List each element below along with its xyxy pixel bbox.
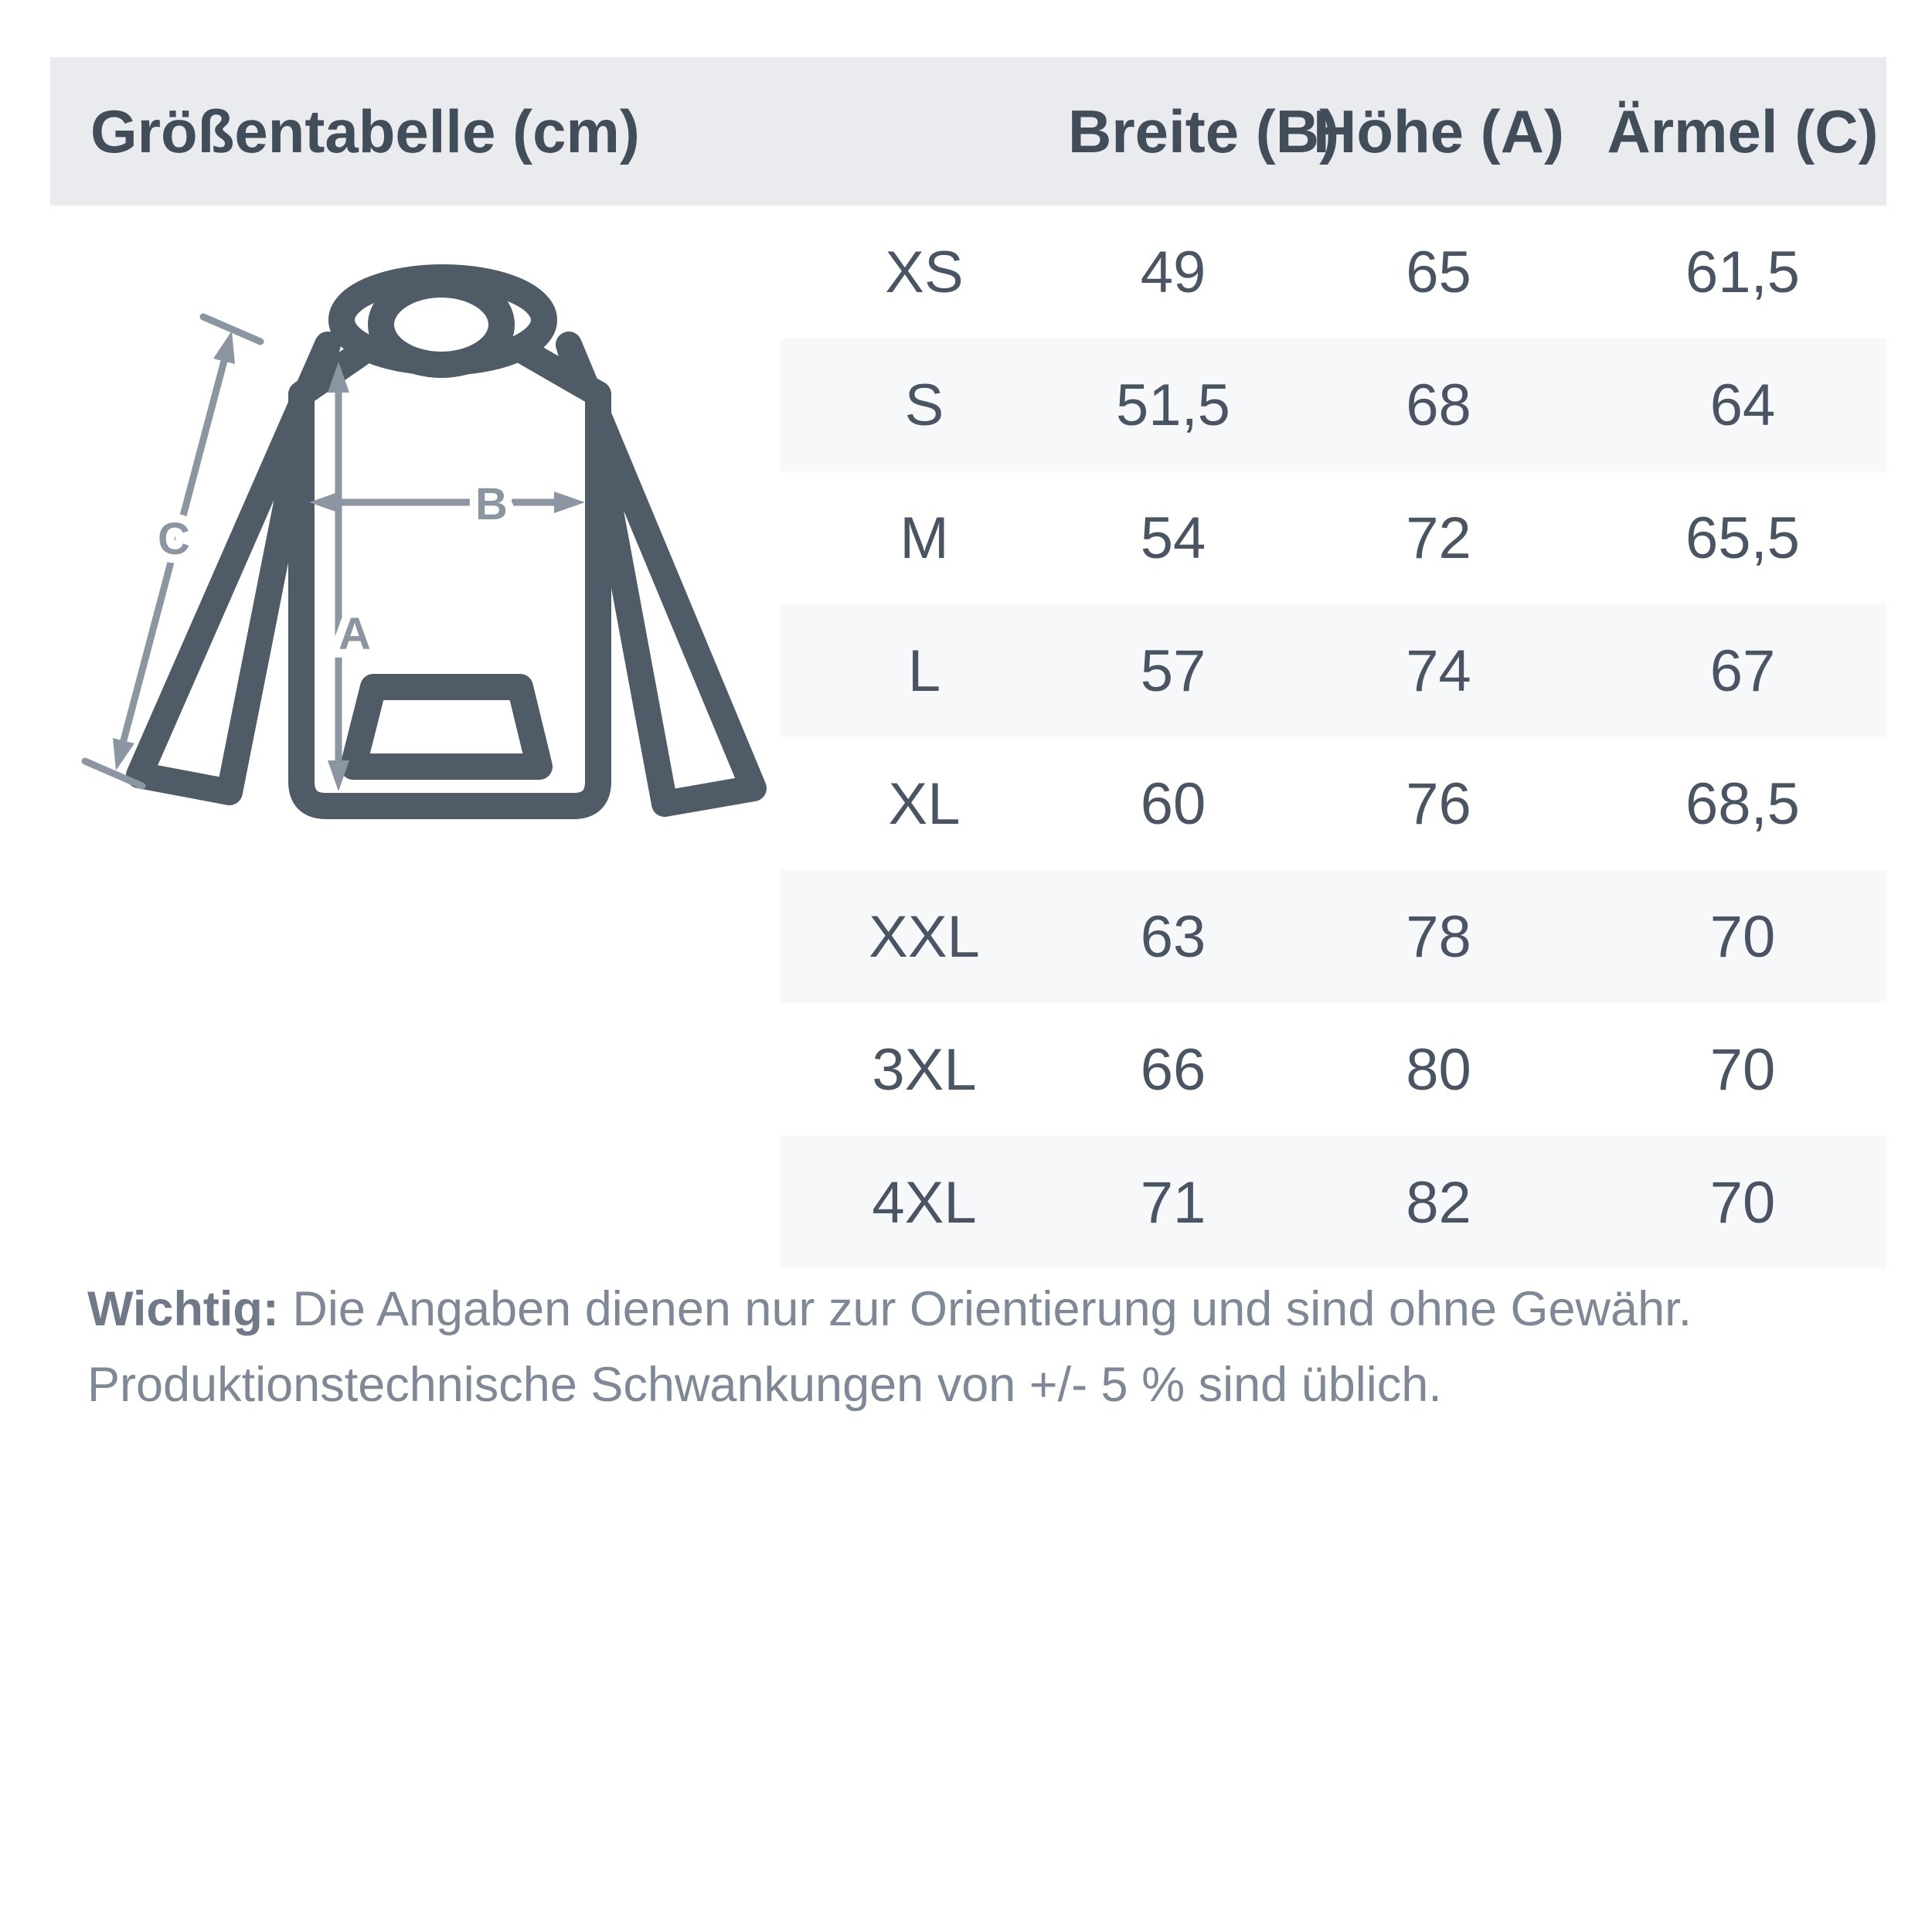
breite-cell: 66 [1140,1036,1206,1103]
aermel-cell: 67 [1709,638,1776,704]
hood-inner-ring [381,284,502,365]
hoehe-cell: 82 [1406,1169,1471,1236]
breite-cell: 63 [1140,903,1206,970]
hoehe-cell: 74 [1406,638,1471,704]
table-row [781,1136,1886,1269]
table-row [781,1003,1886,1136]
breite-cell: 49 [1140,239,1206,305]
table-row [781,206,1886,338]
hoehe-cell: 80 [1406,1036,1471,1103]
hoehe-cell: 65 [1406,239,1471,305]
table-header [50,57,1886,206]
size-cell: 3XL [872,1036,977,1103]
column-header-hoehe: Höhe (A) [1313,97,1564,165]
disclaimer-line-2: Produktionstechnische Schwankungen von +/- 5 % sind üblich. [87,1358,1442,1412]
column-header-breite: Breite (B) [1068,97,1340,165]
hoehe-cell: 76 [1406,770,1471,837]
aermel-cell: 65,5 [1685,505,1800,571]
hoehe-cell: 68 [1406,372,1471,438]
size-cell: L [907,638,941,704]
breite-cell: 51,5 [1116,372,1230,438]
aermel-cell: 70 [1709,903,1776,970]
size-cell: 4XL [872,1169,977,1236]
size-cell: S [904,372,944,438]
dimension-b-label: B [475,479,508,529]
breite-cell: 60 [1140,770,1206,837]
aermel-cell: 70 [1709,1169,1776,1236]
dimension-a-label: A [338,609,371,659]
breite-cell: 71 [1140,1169,1206,1236]
table-row [781,737,1886,870]
aermel-cell: 68,5 [1685,770,1800,837]
table-row [781,604,1886,737]
size-cell: XL [888,770,961,837]
hoehe-cell: 78 [1406,903,1471,970]
column-header-aermel: Ärmel (C) [1607,97,1879,165]
aermel-cell: 70 [1709,1036,1776,1103]
size-table [781,206,1886,1269]
disclaimer-note [87,1271,1888,1423]
aermel-cell: 64 [1709,372,1776,438]
size-cell: M [900,505,949,571]
table-row [781,870,1886,1003]
size-cell: XS [885,239,964,305]
hoodie-pocket [353,687,539,767]
hoehe-cell: 72 [1406,505,1471,571]
table-row [781,338,1886,471]
breite-cell: 57 [1140,638,1206,704]
disclaimer-label: Wichtig: [87,1282,279,1336]
size-cell: XXL [869,903,980,970]
breite-cell: 54 [1140,505,1206,571]
page-title: Größentabelle (cm) [90,97,640,165]
hoodie-measurement-diagram [46,216,781,912]
disclaimer-line-1: Wichtig: Die Angaben dienen nur zur Orientierung und sind ohne Gewähr. [87,1282,1692,1336]
dimension-c-label: C [158,514,190,564]
aermel-cell: 61,5 [1685,239,1800,305]
table-row [781,471,1886,604]
